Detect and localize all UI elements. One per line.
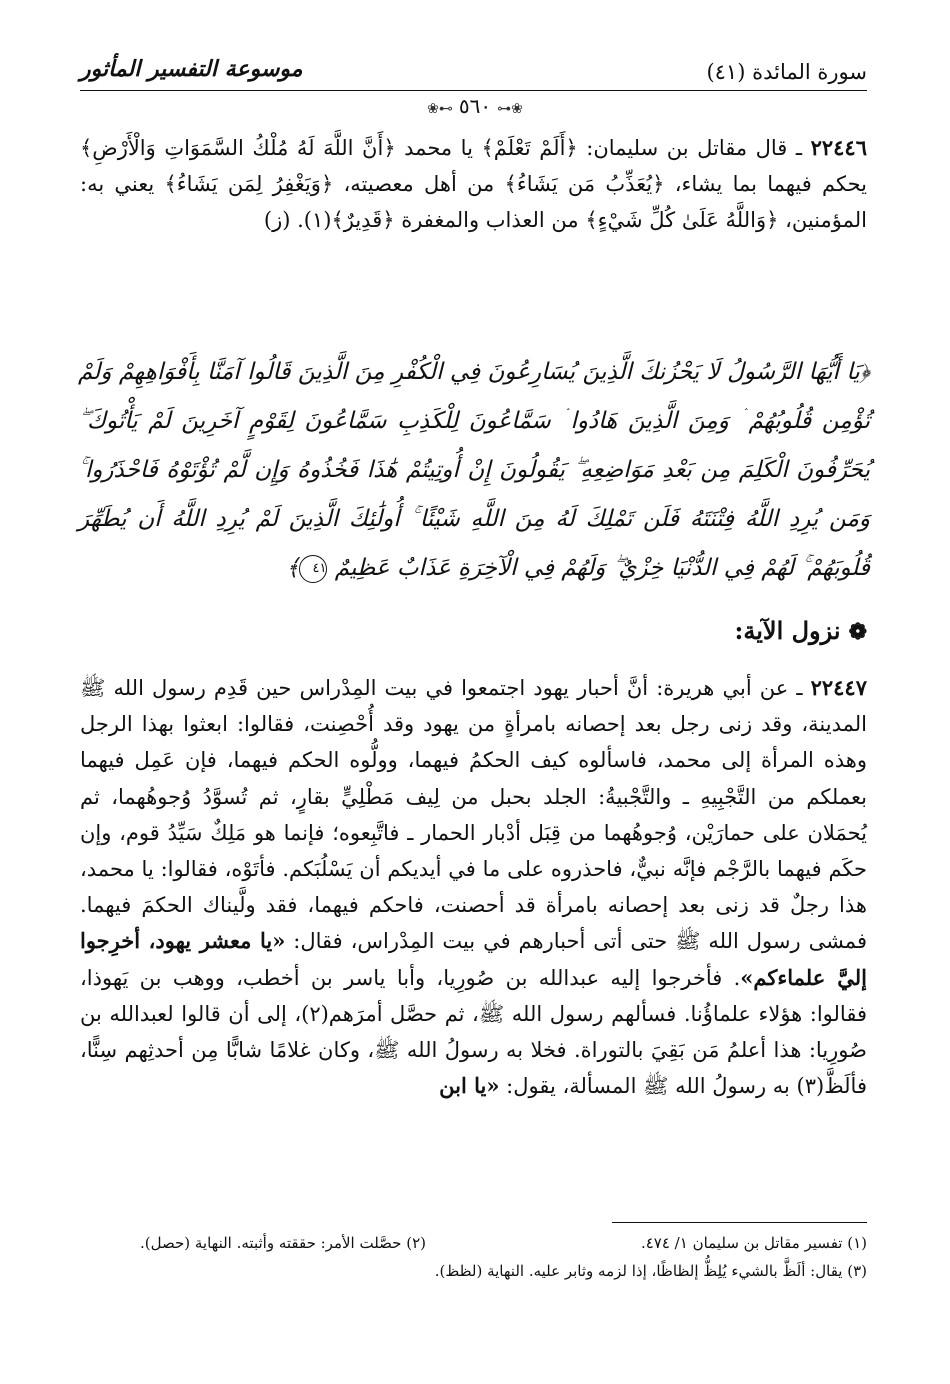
section-heading — [734, 616, 867, 645]
book-title: موسوعة التفسير المأثور — [80, 56, 303, 82]
page-number-row — [0, 94, 950, 118]
footnote-row-1 — [80, 1230, 867, 1256]
footnote-3: (٣) يقال: ألَظَّ بالشيء يُلِظُّ إلظاظًا، إذا لزمه وثابر عليه. النهاية (لظظ). — [434, 1262, 867, 1280]
footnote-2: (٢) حصَّلت الأمر: حققته وأثبته. النهاية (حصل). — [140, 1234, 426, 1252]
footnote-1: (١) تفسير مقاتل بن سليمان ١/ ٤٧٤. — [640, 1234, 867, 1252]
ayah-number-marker: ٤١ — [299, 555, 327, 583]
paragraph-number: ٢٢٤٤٧ — [810, 675, 867, 700]
header-rule — [80, 90, 867, 91]
hadith-quote: «يا ابن — [439, 1073, 500, 1099]
running-header — [80, 52, 867, 92]
footnote-row-2 — [80, 1258, 867, 1284]
page-number: ٥٦٠ — [458, 94, 492, 118]
section-heading-text: نزول الآية: — [734, 616, 841, 645]
quran-verse — [78, 348, 870, 593]
surah-label: سورة المائدة (٤١) — [706, 60, 867, 84]
verse-close-bracket: ﴾ — [285, 555, 300, 581]
paragraph-text: . فأخرجوا إليه عبدالله بن صُورِيا، وأبا ياسر بن أخطب، ووهب بن يَهوذا، فقالوا: هؤلاء علماؤُنا. فسألهم رسول الله ﷺ، ثم حصَّل أمرَهم(٢)، إلى أن قالوا لعبدالله بن صُورِيا: هذا أعلمُ مَن بَقِيَ بالتوراة. فخلا به رسولُ الله ﷺ، وكان غلامًا شابًّا مِن أحدثِهم سِنًّا، فألَظَّ(٣) به رسولُ الله ﷺ المسألة، يقول: — [80, 965, 867, 1099]
flower-icon: ❁ — [848, 619, 867, 645]
ornament-icon: ❀⊷ — [427, 101, 453, 117]
ornament-icon: ⊶❀ — [497, 101, 523, 117]
footnote-rule — [612, 1222, 867, 1223]
paragraph-22446 — [80, 130, 867, 238]
hadith-quote: «يا معشر يهود، أخرِجوا إليَّ علماءكم» — [80, 928, 867, 990]
paragraph-text: ـ قال مقاتل بن سليمان: ﴿أَلَمْ تَعْلَمْ﴾ يا محمد ﴿أَنَّ اللَّهَ لَهُ مُلْكُ السَّمَوَاتِ وَالْأَرْضِ﴾ يحكم فيهما بما يشاء، ﴿يُعَذِّبُ مَن يَشَاءُ﴾ من أهل معصيته، ﴿وَيَغْفِرُ لِمَن يَشَاءُ﴾ يعني به: المؤمنين، ﴿وَاللَّهُ عَلَىٰ كُلِّ شَيْءٍ﴾ من العذاب والمغفرة ﴿قَدِيرٌ﴾(١). (ز) — [80, 136, 867, 232]
verse-text: ﴿يَا أَيُّهَا الرَّسُولُ لَا يَحْزُنكَ الَّذِينَ يُسَارِعُونَ فِي الْكُفْرِ مِنَ الَّذِينَ قَالُوا آمَنَّا بِأَفْوَاهِهِمْ وَلَمْ تُؤْمِن قُلُوبُهُمْ ۛ وَمِنَ الَّذِينَ هَادُوا ۛ سَمَّاعُونَ لِلْكَذِبِ سَمَّاعُونَ لِقَوْمٍ آخَرِينَ لَمْ يَأْتُوكَ ۖ يُحَرِّفُونَ الْكَلِمَ مِن بَعْدِ مَوَاضِعِهِ ۖ يَقُولُونَ إِنْ أُوتِيتُمْ هَٰذَا فَخُذُوهُ وَإِن لَّمْ تُؤْتَوْهُ فَاحْذَرُوا ۚ وَمَن يُرِدِ اللَّهُ فِتْنَتَهُ فَلَن تَمْلِكَ لَهُ مِنَ اللَّهِ شَيْئًا ۚ أُولَٰئِكَ الَّذِينَ لَمْ يُرِدِ اللَّهُ أَن يُطَهِّرَ قُلُوبَهُمْ ۚ لَهُمْ فِي الدُّنْيَا خِزْيٌ ۖ وَلَهُمْ فِي الْآخِرَةِ عَذَابٌ عَظِيمٌ — [78, 359, 870, 581]
paragraph-text: ـ عن أبي هريرة: أنَّ أحبار يهود اجتمعوا في بيت المِدْراس حين قَدِم رسول الله ﷺ المدينة، وقد زنى رجل بعد إحصانه بامرأةٍ من يهود وقد أُحْصِنت، فقالوا: ابعثوا بهذا الرجل وهذه المرأة إلى محمد، فاسألوه كيف الحكمُ فيهما، وولُّوه الحكم فيهما، فإن عَمِل فيهما بعملكم من التَّجْبِيهِ ـ والتَّجْبيةُ: الجلد بحبل من لِيف مَطْلِيٍّ بقارٍ، ثم تُسوَّدُ وُجوهُهما، ثم يُحمَلان على حمارَيْن، وُجوهُهما من قِبَل أدْبار الحمار ـ فاتَّبِعوه؛ فإنما هو مَلِكٌ سَيِّدُ قوم، وإن حكَم فيهما بالرَّجْم فإنَّه نبيٌّ، فاحذروه على ما في أيديكم أن يَسْلُبَكم. فأتَوْه، فقالوا: يا محمد، هذا رجلٌ قد زنى بعد إحصانه بامرأة قد أحصنت، فاحكم فيهما، فقد ولَّيناك الحكمَ فيهما. فمشى رسول الله ﷺ حتى أتى أحبارهم في بيت المِدْراس، فقال: — [80, 676, 867, 954]
paragraph-22447 — [80, 670, 867, 1104]
paragraph-number: ٢٢٤٤٦ — [810, 135, 867, 160]
